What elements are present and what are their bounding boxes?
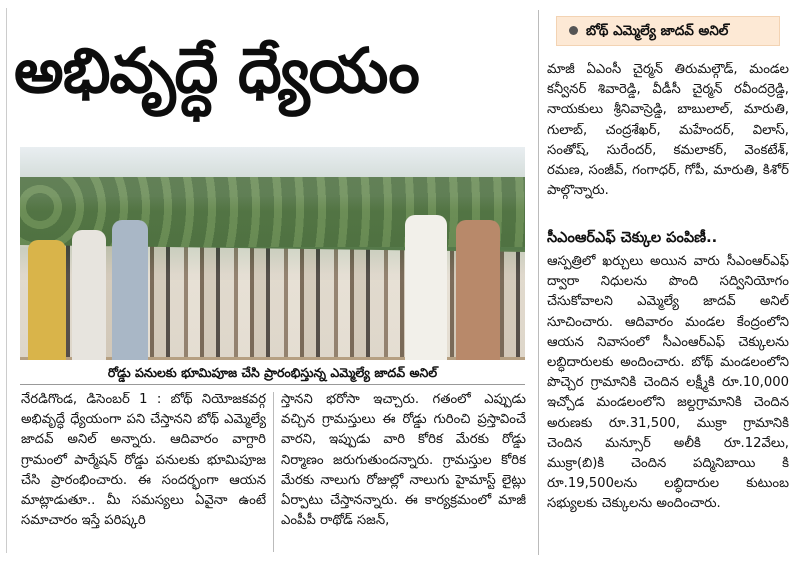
photo-person <box>405 215 447 360</box>
bullet-dot-icon <box>569 26 578 35</box>
article-column-3 <box>547 60 789 222</box>
news-photo <box>20 147 525 360</box>
article-column-1 <box>21 390 266 550</box>
photo-person <box>72 230 106 360</box>
headline: అభివృద్ధే ధ్యేయం <box>14 34 419 107</box>
article-column-2 <box>281 390 526 550</box>
sidebar-divider <box>538 10 539 555</box>
paragraph: నేరడిగొండ, డిసెంబర్ 1 : బోథ్ నియోజకవర్గ అభివృద్ధే ధ్యేయంగా పని చేస్తానని బోథ్ ఎమ్మెల్యే జాదవ్ అనిల్ అన్నారు. ఆదివారం వాగ్దారి గ్రామంలో పార్మేషన్ రోడ్డు పనులకు భూమిపూజ చేసి ప్రారంభించారు. ఈ సందర్భంగా ఆయన మాట్లాడుతూ.. మీ సమస్యలు ఏవైనా ఉంటే సమాచారం ఇస్తే పరిష్కరి <box>21 392 266 529</box>
left-column-rule <box>6 8 7 553</box>
paragraph: ఆస్పత్రిలో ఖర్చులు అయిన వారు సీఎంఆర్ఎఫ్ ద్వారా నిధులను పొంది సద్వినియోగం చేసుకోవాలని ఎమ్మెల్యే జాదవ్ అనిల్ సూచించారు. ఆదివారం మండల కేంద్రంలోని ఆయన నివాసంలో సీఎంఆర్ఎఫ్ చెక్కులను లబ్ధిదారులకు అందించారు. బోథ్ మండలంలోని పొచ్చెర గ్రామానికి చెందిన లక్ష్మీకి రూ.10,000 ఇచ్చోడ మండలంలోని జల్దగ్రామానికి చెందిన అరుణకు రూ.31,500, ముక్రా గ్రామానికి చెందిన మన్సూర్ అలీకి రూ.12వేలు, ముక్రా(బి)కి చెందిన పద్మినిబాయి కి రూ.19,500లను లబ్ధిదారుల కుటుంబ సభ్యులకు చెక్కులను అందించారు. <box>547 254 789 512</box>
reporter-tag <box>556 16 780 46</box>
photo-person <box>28 240 66 360</box>
photo-person <box>112 220 148 360</box>
paragraph: మాజీ ఏఎంసీ చైర్మన్ తిరుమల్గౌడ్, మండల కన్వీనర్ శివారెడ్డి, వీడీసీ చైర్మన్ రవీందర్రెడ్డి, నాయకులు శ్రీనివాస్రెడ్డి, బాబులాల్, మారుతి, గులాబ్, చంద్రశేఖర్, మహేందర్, విలాస్, సంతోష్, సురేందర్, కమలాకర్, వెంకటేశ్, రమణ, సంజీవ్, గంగాధర్, గోపీ, మారుతి, కిశోర్ పాల్గొన్నారు. <box>547 62 789 199</box>
column-divider <box>273 392 274 552</box>
paragraph: స్తానని భరోసా ఇచ్చారు. గతంలో ఎప్పుడు వచ్చిన గ్రామస్తులు ఈ రోడ్డు గురించి ప్రస్తావించే వారని, ఇప్పుడు వారి కోరిక మేరకు రోడ్డు నిర్మాణం జరుగుతుందన్నారు. గ్రామస్తుల కోరిక మేరకు నాలుగు రోజుల్లో నాలుగు హైమాస్ట్ లైట్లు ఏర్పాటు చేస్తానన్నారు. ఈ కార్యక్రమంలో మాజీ ఎంపీపీ రాథోడ్ సజన్, <box>281 392 526 529</box>
reporter-tag-text: బోథ్ ఎమ్మెల్యే జాదవ్ అనిల్ <box>586 23 729 39</box>
subheading: సీఎంఆర్ఎఫ్ చెక్కుల పంపిణీ.. <box>547 230 718 246</box>
photo-caption: రోడ్డు పనులకు భూమిపూజ చేసి ప్రారంభిస్తున్న ఎమ్మెల్యే జాదవ్ అనిల్ <box>20 362 525 385</box>
article-column-4 <box>547 252 789 552</box>
photo-person <box>456 220 500 360</box>
